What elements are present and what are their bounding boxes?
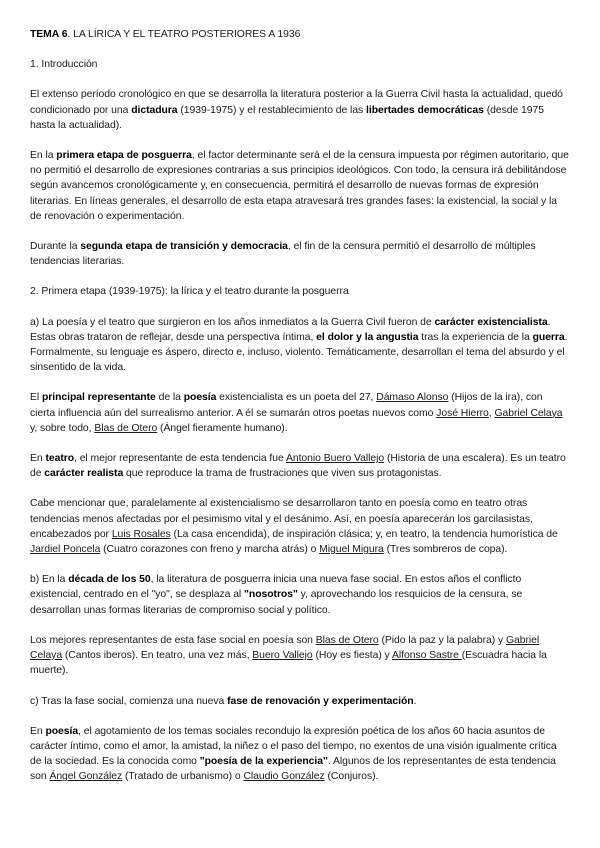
text-run: En la xyxy=(30,150,57,162)
text-run: . Estas obras trataron de reflejar, desde una perspectiva íntima, xyxy=(30,316,551,343)
bold-text: década de los 50 xyxy=(68,574,151,586)
text-run: a) La poesía y el teatro que surgieron en los años inmediatos a la Guerra Civil fueron de xyxy=(30,316,435,328)
text-run: En xyxy=(30,725,46,737)
text-run: (Tratado de urbanismo) o xyxy=(122,771,244,783)
text-run: , el mejor representante de esta tendencia fue xyxy=(74,453,286,465)
text-run: (Tres sombreros de copa). xyxy=(383,544,508,556)
text-run: de la xyxy=(155,392,184,404)
text-run: (1939-1975) y el restablecimiento de las xyxy=(177,104,367,116)
text-run: (Hoy es fiesta) y xyxy=(312,650,392,662)
underlined-name: Blas de Otero xyxy=(94,422,158,434)
paragraph xyxy=(30,57,570,72)
bold-text: el dolor y la angustia xyxy=(316,331,419,343)
bold-text: "nosotros" xyxy=(244,589,298,601)
text-run: existencialista es un poeta del 27, xyxy=(216,392,377,404)
paragraph xyxy=(30,724,570,785)
text-run: (Hijos de la ira), con cierta influencia aún del surrealismo anterior. A él se sumarán otros poetas nuevos como xyxy=(30,392,543,419)
paragraph xyxy=(30,390,570,436)
paragraph xyxy=(30,633,570,679)
text-run: b) En la xyxy=(30,574,69,586)
text-run: y, aprovechando los resquicios de la censura, se desarrollan unas formas literarias de compromiso social y político. xyxy=(30,589,523,616)
paragraph xyxy=(30,87,570,133)
text-run: , el fin de la censura permitió el desarrollo de múltiples tendencias literarias. xyxy=(30,241,536,268)
paragraph xyxy=(30,148,570,224)
underlined-name: Dámaso Alonso xyxy=(376,392,449,404)
bold-text: libertades democráticas xyxy=(366,104,484,116)
bold-text: poesía xyxy=(183,392,217,404)
text-run: Cabe mencionar que, paralelamente al existencialismo se desarrollaron tanto en poesía como en teatro otras tendencias menos afectadas por el pesimismo vital y el desánimo. Así, en poesía aparecerán los garcilasistas, encabezados por xyxy=(30,498,533,540)
paragraph xyxy=(30,496,570,557)
underlined-name: José Hierro xyxy=(436,407,489,419)
text-run: que reproduce la trama de frustraciones que viven sus protagonistas. xyxy=(123,468,442,480)
text-run: (Cuatro corazones con freno y marcha atrás) o xyxy=(100,544,320,556)
text-run: Durante la xyxy=(30,241,81,253)
text-run: y, sobre todo, xyxy=(30,422,95,434)
underlined-name: Blas de Otero xyxy=(315,634,379,646)
text-run: (Historia de una escalera). Es un teatro de xyxy=(30,453,566,480)
bold-text: TEMA 6 xyxy=(30,29,68,40)
paragraph xyxy=(30,239,570,269)
text-run: (Cantos iberos). En teatro, una vez más, xyxy=(62,650,253,662)
bold-text: primera etapa de posguerra xyxy=(56,150,192,162)
bold-text: dictadura xyxy=(131,104,178,116)
text-run: . Formalmente, su lenguaje es áspero, directo e, incluso, violento. Temáticamente, desarrollan el tema del absurdo y el sinsentido de la vida. xyxy=(30,331,568,374)
text-run: . LA LÍRICA Y EL TEATRO POSTERIORES A 1936 xyxy=(67,29,301,40)
bold-text: poesía xyxy=(45,725,79,737)
text-run: . Algunos de los representantes de esta tendencia son xyxy=(30,756,556,783)
text-run: , la literatura de posguerra inicia una nueva fase social. En estos años el conflicto existencial, centrado en el "yo", se desplaza al xyxy=(30,574,522,601)
underlined-name: Alfonso Sastre xyxy=(391,650,462,662)
text-run: (desde 1975 hasta la actualidad). xyxy=(30,104,544,131)
text-run: (Ángel fieramente humano). xyxy=(157,422,288,434)
text-run: El xyxy=(30,392,42,404)
underlined-name: Jardiel Poncela xyxy=(30,544,101,556)
text-run: c) Tras la fase social, comienza una nueva xyxy=(30,695,228,707)
text-run: . xyxy=(413,695,417,707)
text-run: Los mejores representantes de esta fase social en poesía son xyxy=(30,634,316,646)
text-run: 2. Primera etapa (1939-1975): la lírica y el teatro durante la posguerra xyxy=(30,286,349,298)
paragraph xyxy=(30,572,570,618)
bold-text: guerra xyxy=(532,331,565,343)
bold-text: carácter realista xyxy=(44,468,124,480)
paragraph xyxy=(30,694,570,709)
bold-text: carácter existencialista xyxy=(434,316,548,328)
bold-text: fase de renovación y experimentación xyxy=(227,695,414,707)
underlined-name: Miguel Migura xyxy=(319,544,384,556)
text-run: (Escuadra hacia la muerte). xyxy=(30,650,547,677)
underlined-name: Gabriel Celaya xyxy=(494,407,563,419)
underlined-name: Buero Vallejo xyxy=(252,650,313,662)
text-run: , el agotamiento de los temas sociales recondujo la expresión poética de los años 60 hacia asuntos de carácter íntimo, como el amor, la amistad, la niñez o el paso del tiempo, no exentos de una visión igualmente crítica de la sociedad. Es la conocida como xyxy=(30,725,557,768)
paragraph xyxy=(30,284,570,299)
underlined-name: Antonio Buero Vallejo xyxy=(285,453,385,465)
underlined-name: Ángel González xyxy=(49,771,123,783)
text-run: El extenso período cronológico en que se desarrolla la literatura posterior a la Guerra Civil hasta la actualidad, quedó condicionado por una xyxy=(30,89,563,116)
text-run: 1. Introducción xyxy=(30,59,98,71)
underlined-name: Claudio González xyxy=(243,771,325,783)
underlined-name: Luis Rosales xyxy=(111,528,171,540)
text-run: (La casa encendida), de inspiración clásica; y, en teatro, la tendencia humorística de xyxy=(170,528,558,540)
bold-text: teatro xyxy=(45,453,75,465)
document-body xyxy=(30,57,570,784)
text-run: , xyxy=(488,407,495,419)
paragraph xyxy=(30,451,570,481)
bold-text: principal representante xyxy=(41,392,156,404)
bold-text: "poesía de la experiencia" xyxy=(199,756,328,768)
underlined-name: Gabriel Celaya xyxy=(30,634,540,662)
text-run: tras la experiencia de la xyxy=(418,331,533,343)
bold-text: segunda etapa de transición y democracia xyxy=(80,241,288,253)
text-run: En xyxy=(30,453,46,465)
paragraph xyxy=(30,315,570,376)
text-run: (Conjuros). xyxy=(324,771,379,783)
text-run: , el factor determinante será el de la censura impuesta por régimen autoritario, que no permitió el desarrollo de expresiones contrarias a sus principios ideológicos. Con todo, la censura irá debilitándose según avancemos cronológicamente y, en consecuencia, permitirá el desarrollo de nuevas formas de expresión literarias. En líneas generales, el desarrollo de esta etapa atravesará tres grandes fases: la existencial, la social y la de renovación o experimentación. xyxy=(30,150,569,222)
text-run: (Pido la paz y la palabra) y xyxy=(378,634,506,646)
document-title xyxy=(30,27,570,42)
